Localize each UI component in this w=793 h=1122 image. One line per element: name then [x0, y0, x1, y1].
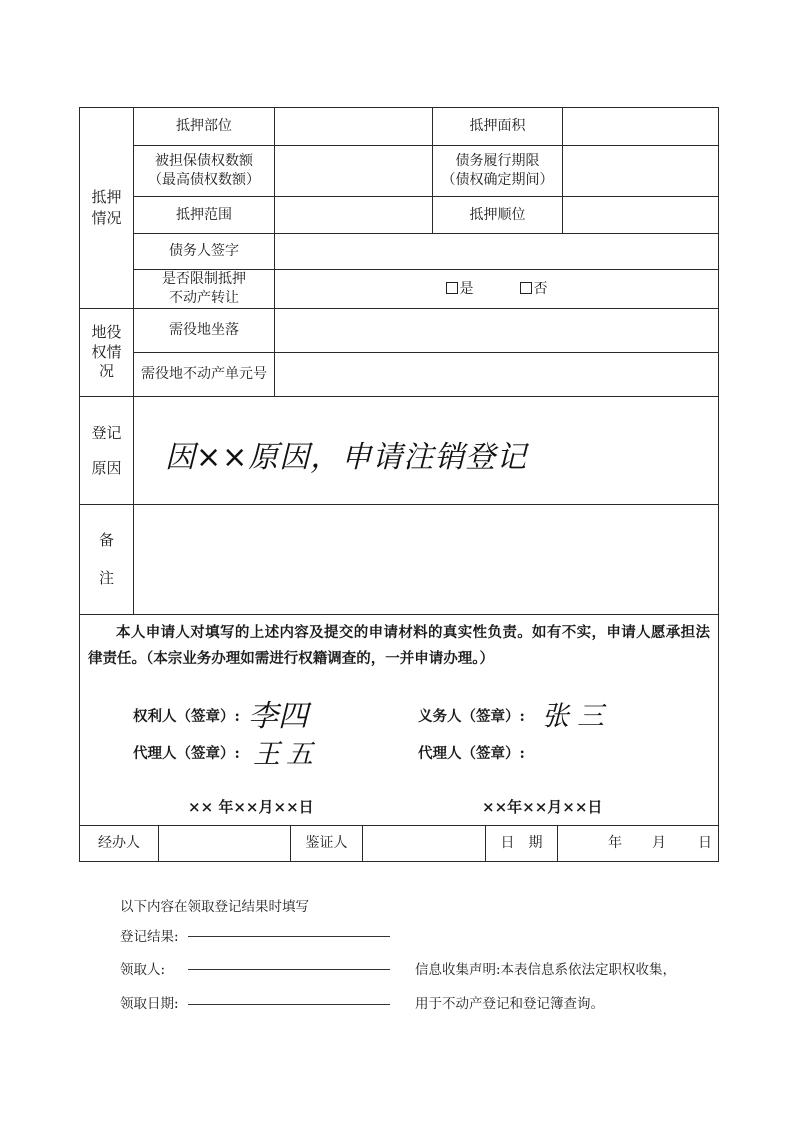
- table-right-border: [718, 107, 719, 862]
- easement-unit-label: 需役地不动产单元号: [141, 366, 267, 383]
- notice-line-2: 用于不动产登记和登记簿查询。: [415, 996, 604, 1012]
- mortgage-order-label: 抵押顺位: [469, 206, 526, 223]
- table-bottom-border: [79, 861, 719, 862]
- option-yes[interactable]: 是: [446, 280, 474, 299]
- debtor-sign-label: 债务人签字: [169, 243, 239, 260]
- mortgage-period-value[interactable]: [563, 146, 718, 196]
- obligor-label: 义务人（签章）:: [418, 708, 525, 725]
- mortgage-scope-label: 抵押范围: [176, 206, 232, 223]
- reason-handwritten-text[interactable]: 因××原因，申请注销登记: [165, 440, 528, 475]
- restrict-transfer-options: [275, 270, 718, 308]
- mortgage-scope-value[interactable]: [275, 197, 432, 233]
- day-label: 日: [698, 835, 712, 852]
- footer-date-value[interactable]: [558, 826, 718, 861]
- obligor-signature[interactable]: 张三: [542, 701, 612, 732]
- mortgage-area-label: 抵押面积: [469, 118, 526, 135]
- verifier-label: 鉴证人: [305, 835, 348, 852]
- mortgage-location-label: 抵押部位: [176, 118, 232, 135]
- month-label: 月: [652, 835, 666, 852]
- restrict-transfer-label: 是否限制抵押 不动产转让: [162, 271, 246, 306]
- easement-unit-value[interactable]: [275, 353, 718, 396]
- agent-label-2: 代理人（签章）:: [418, 745, 525, 762]
- reason-section-label: 登记 原因: [91, 424, 122, 477]
- mortgage-order-value[interactable]: [563, 197, 718, 233]
- easement-location-value[interactable]: [275, 309, 718, 352]
- easement-section-label: 地役权情况: [91, 323, 122, 381]
- verifier-value[interactable]: [363, 826, 485, 861]
- handler-label: 经办人: [98, 835, 140, 852]
- pickup-title: 以下内容在领取登记结果时填写: [120, 899, 309, 915]
- date-obligee[interactable]: ×× 年××月××日: [188, 798, 314, 816]
- notice-line-1: 信息收集声明:本表信息系依法定职权收集，: [415, 962, 677, 978]
- receiver-label: 领取人:: [120, 962, 166, 978]
- mortgage-location-value[interactable]: [275, 108, 432, 145]
- mortgage-amount-label: 被担保债权数额 （最高债权数额）: [148, 153, 260, 188]
- remarks-value[interactable]: [134, 505, 718, 614]
- year-label: 年: [608, 835, 622, 852]
- mortgage-section-label: 抵押情况: [91, 188, 122, 227]
- option-no[interactable]: 否: [520, 280, 548, 299]
- easement-location-label: 需役地坐落: [169, 322, 239, 339]
- agent-signature-1[interactable]: 王五: [253, 739, 319, 770]
- checkbox-yes-icon[interactable]: [446, 282, 458, 294]
- obligee-label: 权利人（签章）:: [133, 708, 240, 725]
- mortgage-period-label: 债务履行期限 （债权确定期间）: [441, 153, 554, 188]
- pickup-date-label: 领取日期:: [120, 996, 179, 1012]
- checkbox-no-icon[interactable]: [520, 282, 532, 294]
- mortgage-area-value[interactable]: [563, 108, 718, 145]
- agent-label-1: 代理人（签章）:: [133, 745, 240, 762]
- obligee-signature[interactable]: 李四: [248, 699, 308, 734]
- declaration-text: 本人申请人对填写的上述内容及提交的申请材料的真实性负责。如有不实，申请人愿承担法律责任。（本宗业务办理如需进行权籍调查的，一并申请办理。）: [88, 624, 710, 667]
- mortgage-amount-value[interactable]: [275, 146, 432, 196]
- pickup-date-field[interactable]: [188, 1004, 390, 1005]
- handler-value[interactable]: [159, 826, 290, 861]
- debtor-sign-value[interactable]: [275, 234, 718, 269]
- footer-date-label: 日 期: [500, 835, 543, 852]
- remarks-section-label: 备 注: [98, 531, 114, 587]
- date-obligor[interactable]: ××年××月××日: [482, 798, 603, 816]
- result-label: 登记结果:: [120, 929, 179, 945]
- result-field[interactable]: [188, 936, 390, 937]
- receiver-field[interactable]: [188, 969, 390, 970]
